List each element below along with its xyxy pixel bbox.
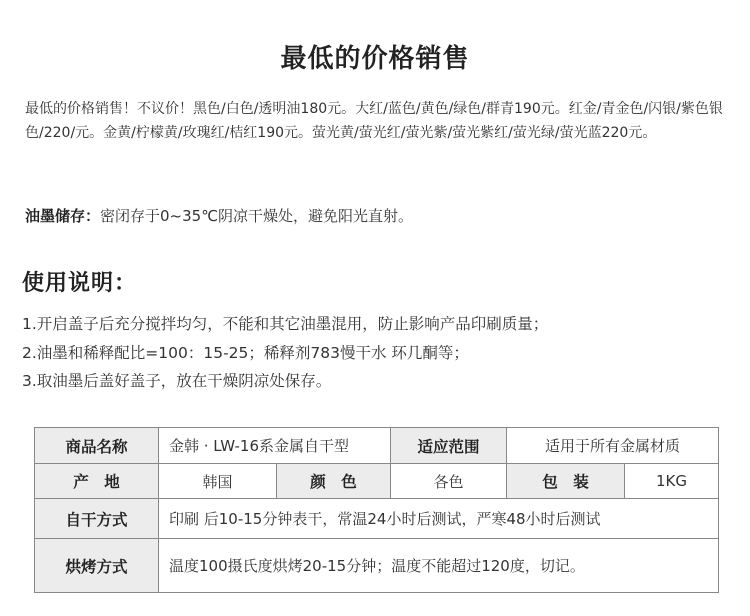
- table-row: [35, 464, 719, 499]
- dry-method-label: 自干方式: [35, 499, 159, 539]
- package-value: 1KG: [625, 464, 719, 499]
- color-label: 颜 色: [277, 464, 391, 499]
- usage-step: 2.油墨和稀释配比=100：15-25；稀释剂783慢干水 环几酮等；: [22, 343, 469, 362]
- product-name-value: 金韩 · LW-16系金属自干型: [159, 428, 391, 464]
- table-row: [35, 428, 719, 464]
- price-description: 最低的价格销售！不议价！黑色/白色/透明油180元。大红/蓝色/黄色/绿色/群青190元。红金/青金色/闪银/紫色银色/220/元。金黄/柠檬黄/玫瑰红/桔红190元。萤光黄/萤光红/萤光紫/萤光紫红/萤光绿/萤光蓝220元。: [25, 101, 723, 141]
- usage-steps: [22, 310, 548, 396]
- ink-storage-note: [25, 205, 413, 226]
- bake-method-label: 烘烤方式: [35, 539, 159, 593]
- scope-label: 适应范围: [391, 428, 507, 464]
- usage-heading: 使用说明：: [22, 271, 138, 296]
- storage-label: 油墨储存：: [25, 207, 101, 225]
- color-value: 各色: [391, 464, 507, 499]
- scope-value: 适用于所有金属材质: [507, 428, 719, 464]
- bake-method-value: 温度100摄氏度烘烤20-15分钟；温度不能超过120度，切记。: [159, 539, 719, 593]
- table-row: [35, 499, 719, 539]
- origin-value: 韩国: [159, 464, 277, 499]
- product-name-label: 商品名称: [35, 428, 159, 464]
- usage-step: 3.取油墨后盖好盖子，放在干燥阴凉处保存。: [22, 372, 332, 390]
- table-row: [35, 539, 719, 593]
- page-title: 最低的价格销售: [280, 44, 470, 74]
- dry-method-value: 印刷 后10-15分钟表干，常温24小时后测试，严寒48小时后测试: [159, 499, 719, 539]
- package-label: 包 装: [507, 464, 625, 499]
- usage-step: 1.开启盖子后充分搅拌均匀，不能和其它油墨混用，防止影响产品印刷质量；: [22, 315, 549, 333]
- origin-label: 产 地: [35, 464, 159, 499]
- spec-table: [34, 427, 719, 593]
- storage-text: 密闭存于0~35℃阴凉干燥处，避免阳光直射。: [100, 207, 414, 225]
